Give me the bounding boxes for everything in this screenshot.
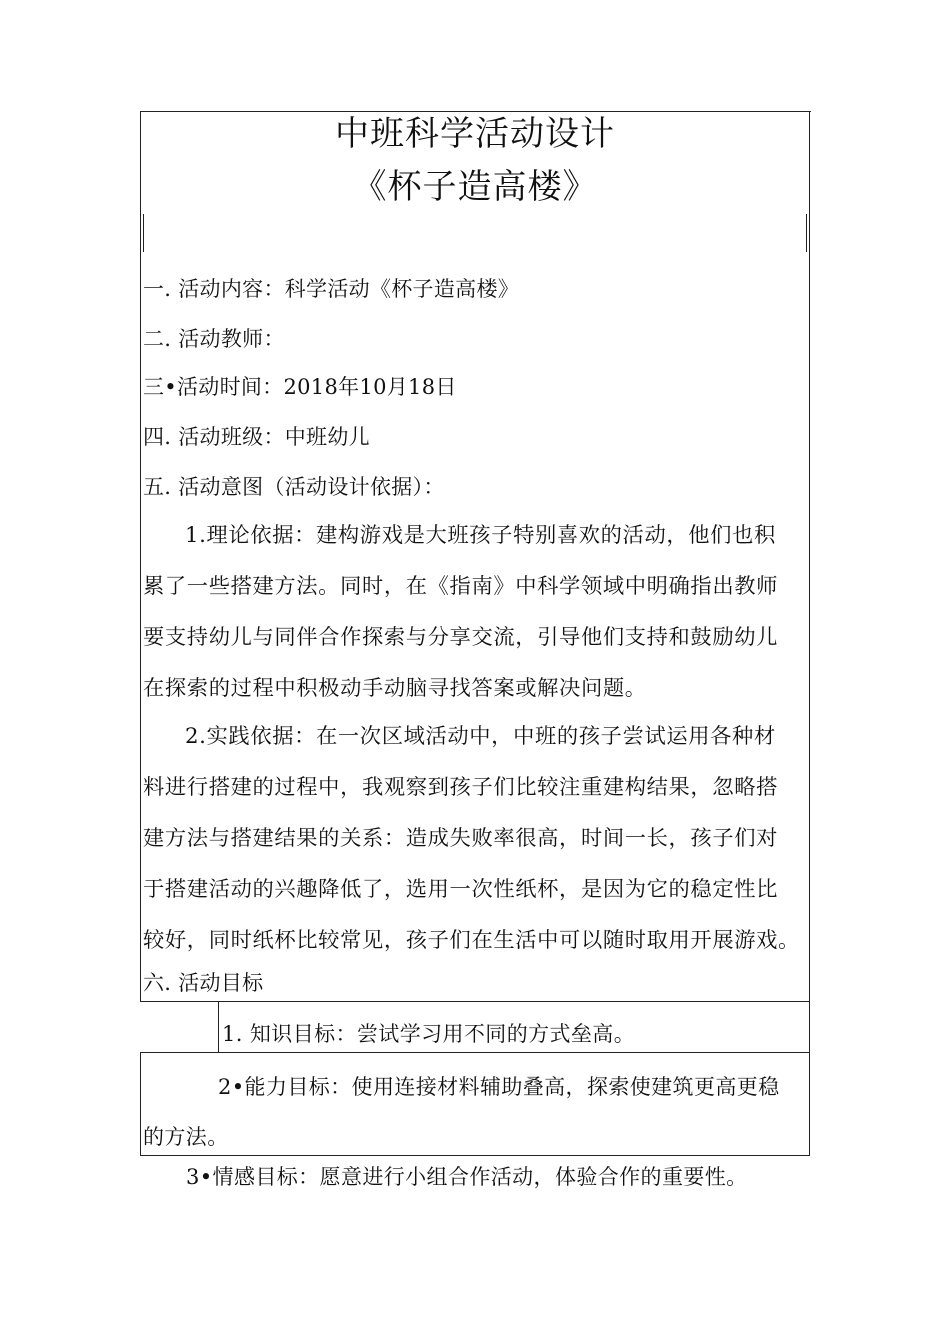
knowledge-cell-left-border xyxy=(218,1001,219,1052)
goal-ability-line-2: 的方法。 xyxy=(143,1125,229,1149)
basis-practice-line: 建方法与搭建结果的关系：造成失败率很高，时间一长，孩子们对 xyxy=(143,826,779,851)
document-title: 中班科学活动设计 xyxy=(335,114,615,154)
goal-knowledge: 1. 知识目标：尝试学习用不同的方式垒高。 xyxy=(222,1022,636,1046)
table-top-border xyxy=(140,111,811,112)
ability-cell-right-border xyxy=(809,1052,810,1155)
goal-emotion: 3•情感目标：愿意进行小组合作活动，体验合作的重要性。 xyxy=(186,1165,748,1189)
basis-practice-line: 较好，同时纸杯比较常见，孩子们在生活中可以随时取用开展游戏。 xyxy=(143,928,800,953)
basis-theory-line: 在探索的过程中积极动手动脑寻找答案或解决问题。 xyxy=(143,676,647,701)
basis-theory-line: 累了一些搭建方法。同时，在《指南》中科学领域中明确指出教师 xyxy=(143,574,779,599)
document-subtitle: 《杯子造高楼》 xyxy=(352,167,598,207)
ability-cell-bottom-border xyxy=(140,1155,810,1156)
basis-theory-line: 要支持幼儿与同伴合作探索与分享交流，引导他们支持和鼓励幼儿 xyxy=(143,625,779,650)
basis-practice-line: 料进行搭建的过程中，我观察到孩子们比较注重建构结果，忽略搭 xyxy=(143,775,779,800)
item-intent: 五. 活动意图（活动设计依据）： xyxy=(143,475,445,499)
item-teacher: 二. 活动教师： xyxy=(143,327,285,351)
goal-ability-line-1: 2•能力目标：使用连接材料辅助叠高，探索使建筑更高更稳 xyxy=(218,1075,780,1099)
basis-practice-line: 2.实践依据：在一次区域活动中，中班的孩子尝试运用各种材 xyxy=(185,724,776,749)
table-left-border xyxy=(140,111,141,1001)
item-content: 一. 活动内容：科学活动《杯子造高楼》 xyxy=(143,277,520,301)
basis-practice-paragraph xyxy=(143,711,807,966)
item-time: 三•活动时间：2018年10月18日 xyxy=(143,375,457,399)
basis-theory-paragraph xyxy=(143,510,807,714)
goal-row-top-border xyxy=(140,1001,810,1002)
item-class: 四. 活动班级：中班幼儿 xyxy=(143,425,370,449)
ability-cell-top-border xyxy=(140,1052,810,1053)
knowledge-cell-right-border xyxy=(809,1001,810,1052)
basis-theory-line: 1.理论依据：建构游戏是大班孩子特别喜欢的活动，他们也积 xyxy=(185,523,776,548)
goals-heading: 六. 活动目标 xyxy=(143,971,264,995)
ability-cell-left-border xyxy=(140,1052,141,1155)
title-tick-right xyxy=(806,214,807,252)
title-tick-left xyxy=(143,214,144,252)
basis-practice-line: 于搭建活动的兴趣降低了，选用一次性纸杯，是因为它的稳定性比 xyxy=(143,877,779,902)
table-right-border xyxy=(809,111,810,1001)
